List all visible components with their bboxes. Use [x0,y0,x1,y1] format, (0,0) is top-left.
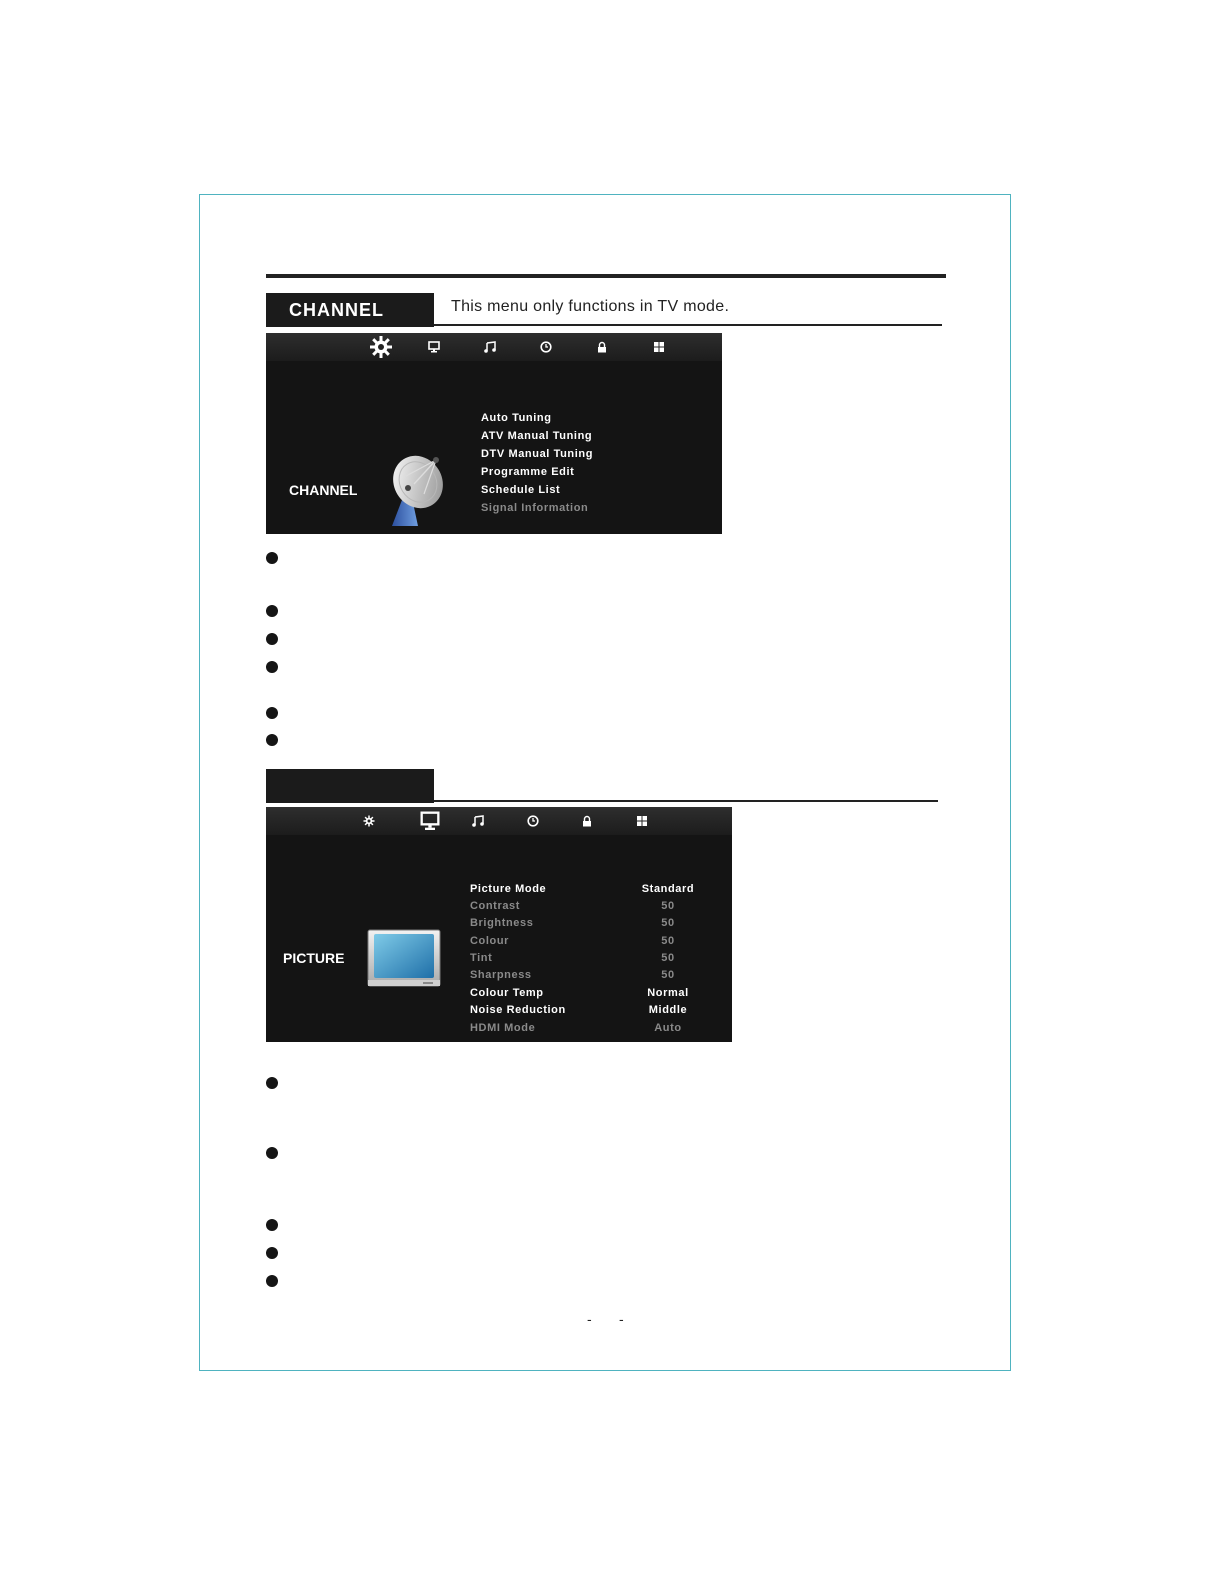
menu-item-brightness: Brightness [470,917,534,929]
menu-item-auto-tuning[interactable]: Auto Tuning [481,412,552,424]
monitor-icon[interactable] [417,807,443,835]
bullet [266,1077,278,1089]
channel-section-tab: CHANNEL [266,293,434,327]
menu-value-hdmi-mode: Auto [654,1022,682,1034]
menu-item-tint: Tint [470,952,493,964]
bullet [266,734,278,746]
menu-item-contrast: Contrast [470,900,521,912]
bullet [266,707,278,719]
clock-icon[interactable] [536,333,556,361]
satellite-dish-icon [384,448,450,528]
osd-category-label: PICTURE [283,950,345,966]
menu-value-brightness: 50 [661,917,675,929]
menu-item-sharpness: Sharpness [470,969,532,981]
menu-value-tint: 50 [661,952,675,964]
menu-item-programme-edit[interactable]: Programme Edit [481,466,575,478]
channel-osd-screen [266,333,722,534]
bullet [266,1147,278,1159]
menu-item-colour: Colour [470,935,510,947]
menu-item-picture-mode[interactable]: Picture Mode [470,883,547,895]
header-rule [266,274,946,278]
menu-item-hdmi-mode: HDMI Mode [470,1022,536,1034]
lock-icon[interactable] [592,333,612,361]
menu-item-noise-reduction[interactable]: Noise Reduction [470,1004,566,1016]
music-note-icon[interactable] [480,333,500,361]
page-number-dash-left: - [587,1311,592,1327]
bullet [266,552,278,564]
lock-icon[interactable] [577,807,597,835]
bullet [266,1247,278,1259]
picture-section-tab [266,769,434,803]
menu-value-colour-temp: Normal [647,987,689,999]
grid-icon[interactable] [649,333,669,361]
tv-icon [367,929,441,987]
menu-value-colour: 50 [661,935,675,947]
menu-item-dtv-manual-tuning[interactable]: DTV Manual Tuning [481,448,594,460]
menu-item-signal-information: Signal Information [481,502,589,514]
menu-item-colour-temp[interactable]: Colour Temp [470,987,544,999]
grid-icon[interactable] [632,807,652,835]
menu-value-picture-mode: Standard [641,883,695,895]
bullet [266,1275,278,1287]
channel-section-rule [434,324,942,326]
bullet [266,661,278,673]
clock-icon[interactable] [523,807,543,835]
menu-item-atv-manual-tuning[interactable]: ATV Manual Tuning [481,430,593,442]
picture-osd-screen [266,807,732,1042]
page-number-dash-right: - [619,1311,624,1327]
channel-mode-note: This menu only functions in TV mode. [451,298,730,315]
bullet [266,1219,278,1231]
picture-section-rule [434,800,938,802]
osd-category-label: CHANNEL [289,482,358,498]
gear-icon[interactable] [367,333,395,361]
menu-value-sharpness: 50 [661,969,675,981]
bullet [266,633,278,645]
music-note-icon[interactable] [468,807,488,835]
menu-value-noise-reduction: Middle [648,1004,688,1016]
monitor-icon[interactable] [424,333,444,361]
menu-value-contrast: 50 [661,900,675,912]
gear-icon[interactable] [359,807,379,835]
menu-item-schedule-list[interactable]: Schedule List [481,484,561,496]
osd-icon-bar [266,807,732,835]
bullet [266,605,278,617]
